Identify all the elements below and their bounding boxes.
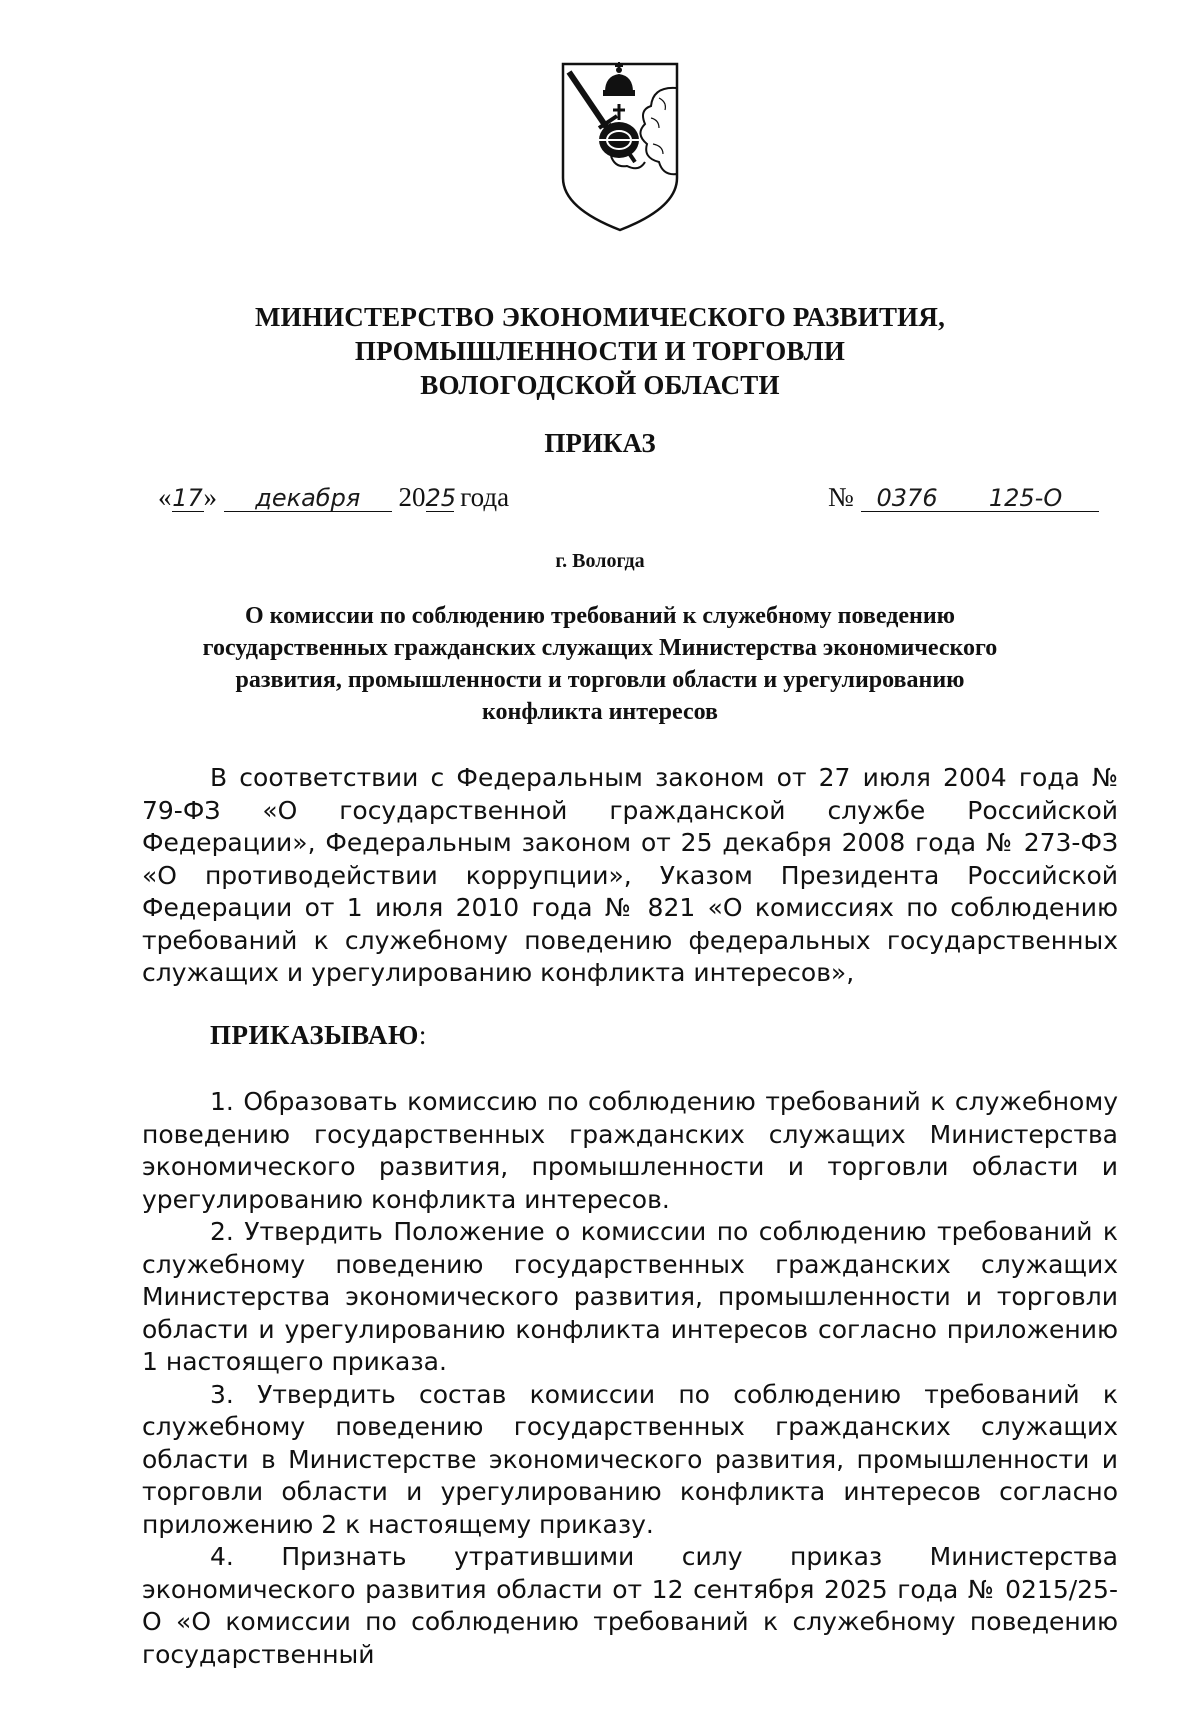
date-open-quote: « xyxy=(158,482,172,512)
coat-of-arms-icon xyxy=(555,58,685,238)
date-year-prefix: 20 xyxy=(398,482,426,512)
order-item-1: 1. Образовать комиссию по соблюдению требований к служебному поведению государственных гражданских служащих Министерства экономического развития, промышленности и торговли области и урегулированию конфликта интересов. xyxy=(142,1087,1118,1214)
order-item-2: 2. Утвердить Положение о комиссии по соблюдению требований к служебному поведению государственных гражданских служащих Министерства экономического развития, промышленности и торговли области и урегулированию конфликта интересов согласно приложению 1 настоящего приказа. xyxy=(142,1217,1118,1376)
preamble xyxy=(142,762,1118,990)
date-month: декабря xyxy=(224,485,392,512)
number-sign: № xyxy=(828,482,854,512)
number-part1: 0376 xyxy=(876,484,938,512)
order-subject xyxy=(140,600,1060,728)
ministry-name-line2: ПРОМЫШЛЕННОСТИ И ТОРГОВЛИ xyxy=(354,336,846,366)
order-item-4: 4. Признать утратившими силу приказ Министерства экономического развития области от 12 сентября 2025 года № 0215/25-О «О комиссии по соблюдению требований к служебному поведению государственный xyxy=(142,1542,1118,1669)
order-items xyxy=(142,1086,1118,1671)
date-close-quote: » xyxy=(203,482,217,512)
order-item-3: 3. Утвердить состав комиссии по соблюдению требований к служебному поведению государственных гражданских служащих области в Министерстве экономического развития, промышленности и торговли области и урегулированию конфликта интересов согласно приложению 2 к настоящему приказу. xyxy=(142,1379,1118,1539)
order-date xyxy=(158,482,509,513)
decree-word xyxy=(210,1020,427,1051)
decree-colon: : xyxy=(418,1020,427,1050)
subject-line4: конфликта интересов xyxy=(482,699,718,725)
date-year-suffix: 25 xyxy=(425,484,457,512)
ministry-name-line3: ВОЛОГОДСКОЙ ОБЛАСТИ xyxy=(420,370,780,400)
subject-line2: государственных гражданских служащих Министерства экономического xyxy=(202,635,998,661)
decree-text: ПРИКАЗЫВАЮ xyxy=(210,1020,419,1050)
ministry-name-line1: МИНИСТЕРСТВО ЭКОНОМИЧЕСКОГО РАЗВИТИЯ, xyxy=(254,302,946,332)
city-name: г. Вологда xyxy=(555,550,645,572)
order-number xyxy=(828,482,1099,513)
number-value xyxy=(861,485,1099,512)
number-part2: 125-О xyxy=(988,484,1063,512)
preamble-paragraph: В соответствии с Федеральным законом от 27 июля 2004 года № 79-ФЗ «О государственной гражданской службе Российской Федерации», Федеральным законом от 25 декабря 2008 года № 273-ФЗ «О противодействии коррупции», Указом Президента Российской Федерации от 1 июля 2010 года № 821 «О комиссиях по соблюдению требований к служебному поведению федеральных государственных служащих и урегулированию конфликта интересов», xyxy=(142,763,1118,987)
date-day: 17 xyxy=(172,484,203,512)
ministry-name xyxy=(150,300,1050,402)
subject-line1: О комиссии по соблюдению требований к служебному поведению xyxy=(245,603,955,629)
date-year-word: года xyxy=(460,482,510,512)
subject-line3: развития, промышленности и торговли области и урегулированию xyxy=(235,667,965,693)
document-type-title: ПРИКАЗ xyxy=(544,428,656,458)
